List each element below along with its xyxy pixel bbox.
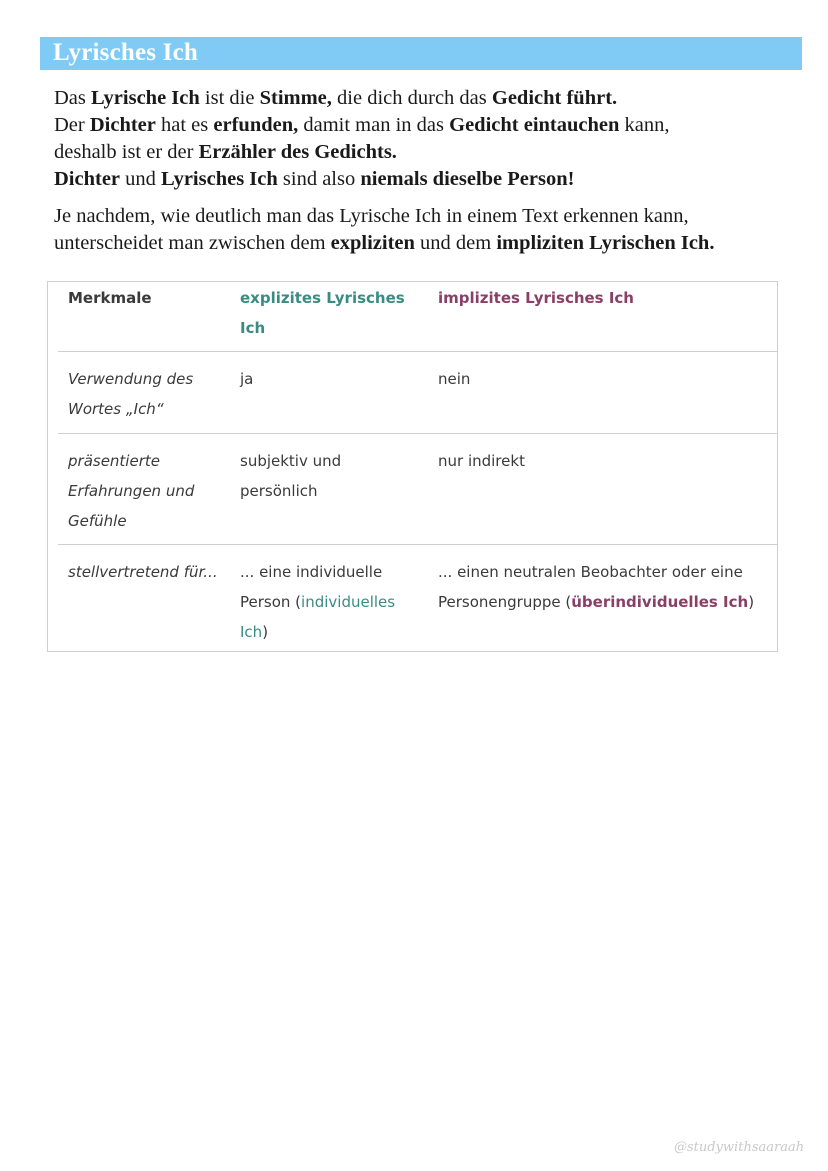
table-row xyxy=(58,433,778,545)
text: Das xyxy=(54,87,92,109)
intro-line xyxy=(54,139,670,166)
page-title: Lyrisches Ich xyxy=(53,39,198,66)
bold-text: Dichter xyxy=(54,168,121,190)
cell-explizit: ja xyxy=(240,370,254,388)
table-row xyxy=(58,351,778,434)
bold-text: erfunden, xyxy=(213,114,299,136)
bold-text: niemals dieselbe Person! xyxy=(360,168,575,190)
text: unterscheidet man zwischen dem xyxy=(54,232,331,254)
cell-explizit xyxy=(240,557,430,647)
header-explizit-line: explizites Lyrisches xyxy=(240,289,405,307)
text: die dich durch das xyxy=(331,87,492,109)
text: hat es xyxy=(155,114,214,136)
row-label xyxy=(68,446,228,536)
bold-text: Lyrisches Ich xyxy=(161,168,278,190)
highlight-explizit: individuelles xyxy=(301,593,396,611)
cell-line: ... eine individuelle xyxy=(240,563,383,581)
bold-text: Gedicht eintauchen xyxy=(449,114,620,136)
header-implizit: implizites Lyrisches Ich xyxy=(438,289,634,307)
table-header-row xyxy=(58,282,778,352)
highlight-explizit: Ich xyxy=(240,623,263,641)
cell-implizit: nein xyxy=(438,370,471,388)
bold-text: Erzähler des Gedichts. xyxy=(198,141,397,163)
bold-text: Stimme, xyxy=(259,87,332,109)
text: und dem xyxy=(414,232,497,254)
text: und xyxy=(120,168,162,190)
text: Je nachdem, wie deutlich man das Lyrische Ich in einem Text erkennen kann, xyxy=(54,205,689,227)
cell-line: persönlich xyxy=(240,482,318,500)
bold-text: Lyrische Ich xyxy=(91,87,200,109)
bold-text: expliziten xyxy=(330,232,415,254)
intro-line xyxy=(54,112,670,139)
bold-text: impliziten Lyrischen Ich. xyxy=(496,232,715,254)
cell-implizit: nur indirekt xyxy=(438,452,525,470)
cell-implizit xyxy=(438,557,768,617)
text: kann, xyxy=(619,114,670,136)
text: damit man in das xyxy=(298,114,450,136)
cell-text: ) xyxy=(748,593,755,611)
row-label-line: Erfahrungen und xyxy=(68,482,195,500)
header-explizit xyxy=(240,283,430,343)
row-label-line: Gefühle xyxy=(68,512,127,530)
row-label-line: präsentierte xyxy=(68,452,160,470)
text: deshalb ist er der xyxy=(54,141,199,163)
text: sind also xyxy=(277,168,361,190)
bold-text: Gedicht führt. xyxy=(491,87,618,109)
highlight-implizit: überindividuelles Ich xyxy=(571,593,749,611)
cell-line: subjektiv und xyxy=(240,452,342,470)
cell-text: Person ( xyxy=(240,593,302,611)
title-bar xyxy=(40,37,802,70)
text: ist die xyxy=(199,87,260,109)
intro-line xyxy=(54,166,670,193)
text: Der xyxy=(54,114,90,136)
cell-explizit xyxy=(240,446,430,506)
row-label-line: Verwendung des xyxy=(68,370,194,388)
table-row xyxy=(58,544,778,650)
watermark: @studywithsaaraah xyxy=(674,1140,805,1155)
header-merkmale: Merkmale xyxy=(68,289,152,307)
intro-paragraph xyxy=(54,85,670,193)
cell-text: ) xyxy=(262,623,269,641)
row-label: stellvertretend für... xyxy=(68,563,218,581)
row-label xyxy=(68,364,228,424)
bold-text: Dichter xyxy=(89,114,156,136)
distinction-paragraph xyxy=(54,203,714,257)
comparison-table xyxy=(47,281,778,652)
header-explizit-line: Ich xyxy=(240,319,266,337)
distinction-line xyxy=(54,230,714,257)
cell-text: Personengruppe ( xyxy=(438,593,572,611)
intro-line xyxy=(54,85,670,112)
distinction-line xyxy=(54,203,714,230)
cell-line: ... einen neutralen Beobachter oder eine xyxy=(438,563,743,581)
row-label-line: Wortes „Ich“ xyxy=(68,400,164,418)
